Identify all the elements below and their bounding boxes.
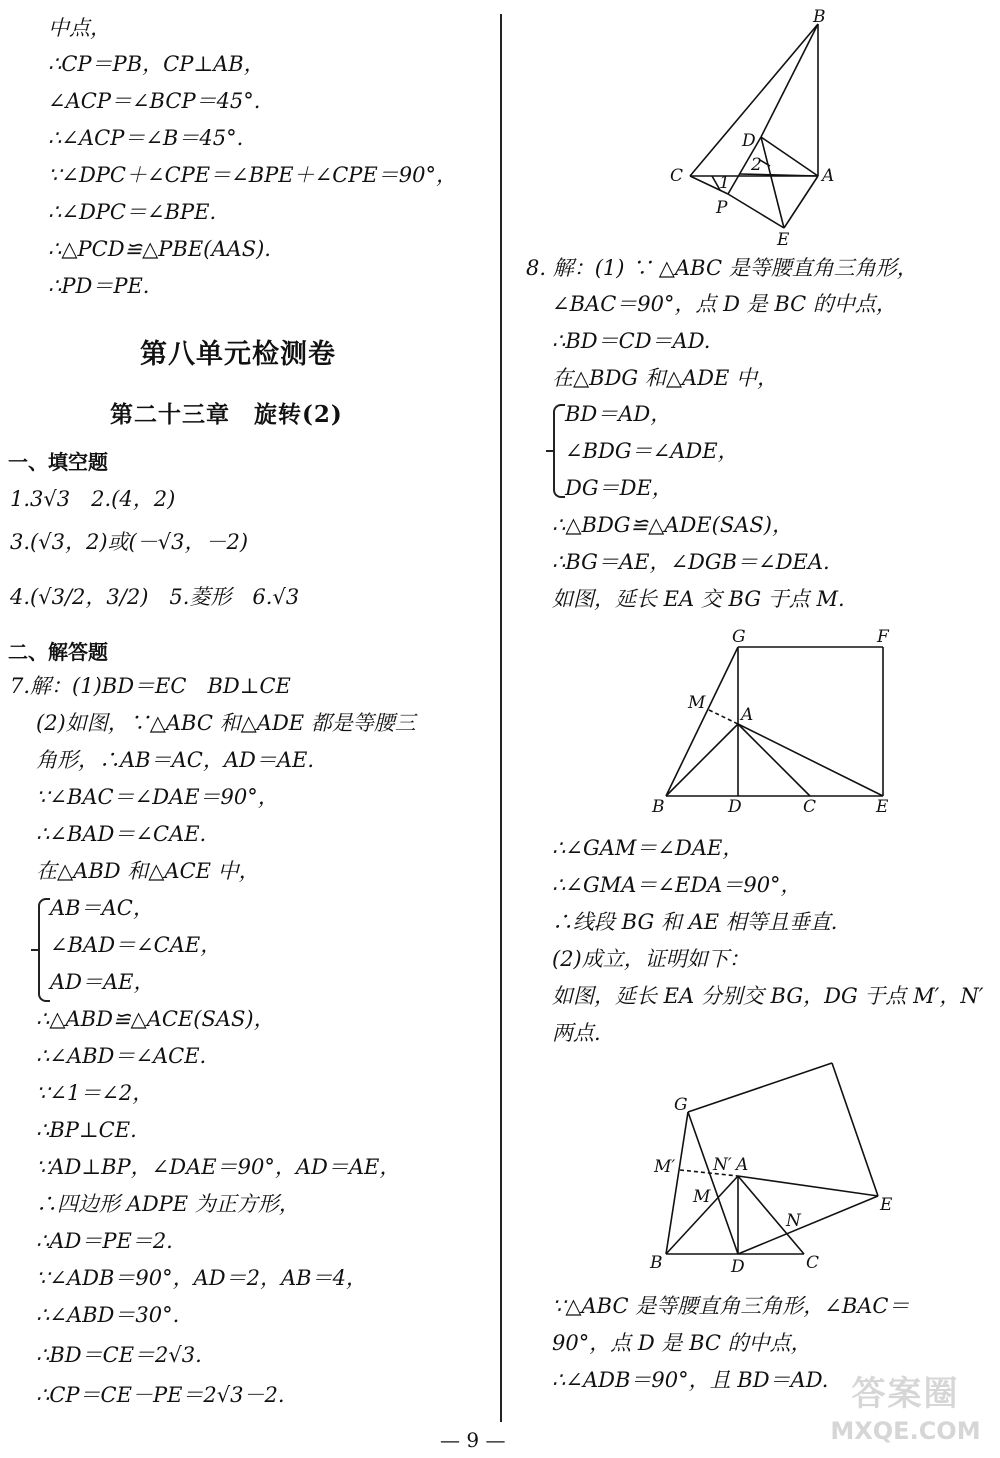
text-line: ∴AD＝PE＝2. (36, 1229, 173, 1253)
text-line: 角形，∴AB＝AC，AD＝AE. (36, 748, 315, 772)
text-line: ∴CP＝PB，CP⊥AB， (48, 52, 265, 76)
fig2-label-b: B (652, 797, 665, 817)
fig3-label-n: N (786, 1211, 801, 1231)
fig1-label-b: B (813, 7, 826, 27)
watermark-logo (818, 1372, 993, 1454)
text-line: ∴BD＝CE＝2√3. (36, 1343, 202, 1367)
text-line: 7.解：(1)BD＝EC BD⊥CE (10, 674, 291, 698)
text-line: ∴△PCD≌△PBE(AAS). (48, 237, 271, 261)
text-line: ∴∠DPC＝∠BPE. (48, 200, 217, 224)
fig2-label-g: G (732, 627, 746, 647)
text-line: ∴PD＝PE. (48, 274, 150, 298)
text-line: ∴四边形 ADPE 为正方形， (36, 1192, 300, 1216)
fig3-label-m: M (693, 1187, 711, 1207)
fill-answer: 1.3√3 2.(4，2) (10, 487, 176, 511)
fig3-label-d: D (731, 1257, 745, 1277)
fig1-label-e: E (777, 230, 790, 250)
figure-2-diagram (640, 620, 910, 820)
text-line: 8. 解：(1) ∵ △ABC 是等腰直角三角形， (526, 256, 918, 280)
text-line: ∴∠ABD＝∠ACE. (36, 1044, 207, 1068)
section-title-solve: 二、解答题 (8, 640, 108, 664)
fig2-label-a: A (741, 705, 754, 725)
section-title-fill: 一、填空题 (8, 450, 108, 474)
text-line: ∴BP⊥CE. (36, 1118, 137, 1142)
fill-answer: 3.(√3，2)或(－√3，－2) (10, 530, 249, 554)
text-line: ∵∠BAC＝∠DAE＝90°， (36, 785, 279, 809)
text-line: ∴∠GAM＝∠DAE， (552, 836, 744, 860)
fig3-label-g: G (674, 1095, 688, 1115)
system-line: DG＝DE， (565, 476, 673, 500)
fig3-label-n-prime: N′ (713, 1155, 732, 1175)
fig3-label-b: B (650, 1253, 663, 1273)
text-line: ∵∠1＝∠2， (36, 1081, 154, 1105)
text-line: ∴∠ABD＝30°. (36, 1303, 180, 1327)
text-line: ∵AD⊥BP，∠DAE＝90°，AD＝AE， (36, 1155, 401, 1179)
figure-1-diagram (660, 7, 840, 250)
text-line: 90°，点 D 是 BC 的中点， (552, 1331, 812, 1355)
text-line: ∴∠GMA＝∠EDA＝90°， (552, 873, 802, 897)
system-brace (553, 404, 565, 498)
text-line: 中点， (48, 16, 111, 40)
text-line: 如图，延长 EA 分别交 BG，DG 于点 M′，N′ (552, 984, 984, 1008)
text-line: ∴△BDG≌△ADE(SAS)， (552, 513, 793, 537)
fig3-label-m-prime: M′ (654, 1157, 676, 1177)
text-line: ∴BD＝CD＝AD. (552, 329, 711, 353)
text-line: (2)成立，证明如下： (552, 947, 750, 971)
text-line: ∵∠ADB＝90°，AD＝2，AB＝4， (36, 1266, 367, 1290)
fig1-label-angle-1: 1 (719, 173, 730, 193)
text-line: ∴线段 BG 和 AE 相等且垂直. (552, 910, 838, 934)
unit-title: 第八单元检测卷 (140, 339, 336, 370)
text-line: ∴△ABD≌△ACE(SAS)， (36, 1007, 275, 1031)
figure-3-diagram (645, 1055, 905, 1275)
text-line: ∴∠BAD＝∠CAE. (36, 822, 207, 846)
page-number: — 9 — (440, 1428, 506, 1452)
text-line: (2)如图，∵△ABC 和△ADE 都是等腰三 (36, 711, 416, 735)
text-line: ∴BG＝AE，∠DGB＝∠DEA. (552, 550, 830, 574)
fig2-label-m: M (688, 693, 706, 713)
system-brace (38, 898, 50, 1002)
fig3-label-c: C (806, 1253, 820, 1273)
system-line: ∠BDG＝∠ADE， (565, 439, 739, 463)
system-line: ∠BAD＝∠CAE， (50, 933, 222, 957)
fig2-label-d: D (728, 797, 742, 817)
watermark-text: 答案圈 (851, 1374, 960, 1414)
fig3-label-a: A (736, 1155, 749, 1175)
fig2-label-e: E (876, 797, 889, 817)
watermark-url: MXQE.COM (830, 1417, 981, 1445)
fig2-label-f: F (877, 627, 889, 647)
fill-answer: 4.(√3/2，3/2) 5.菱形 6.√3 (10, 585, 300, 609)
text-line: ∵∠DPC＋∠CPE＝∠BPE＋∠CPE＝90°， (48, 163, 457, 187)
text-line: 在△ABD 和△ACE 中， (36, 859, 260, 883)
fig1-label-c: C (670, 166, 684, 186)
fig3-label-e: E (880, 1195, 893, 1215)
text-line: ∴CP＝CE－PE＝2√3－2. (36, 1383, 285, 1407)
fig1-label-a: A (822, 166, 835, 186)
column-divider (500, 14, 502, 1422)
system-line: AB＝AC， (50, 896, 154, 920)
text-line: ∵△ABC 是等腰直角三角形，∠BAC＝ (552, 1294, 910, 1318)
fig1-label-p: P (716, 198, 728, 218)
system-line: BD＝AD， (565, 402, 672, 426)
chapter-title: 第二十三章 旋转(2) (110, 401, 343, 428)
text-line: ∴∠ADB＝90°，且 BD＝AD. (552, 1368, 829, 1392)
text-line: 如图，延长 EA 交 BG 于点 M. (552, 587, 845, 611)
text-line: 在△BDG 和△ADE 中， (552, 366, 779, 390)
text-line: ∴∠ACP＝∠B＝45°. (48, 126, 244, 150)
fig1-label-angle-2: 2 (751, 155, 762, 175)
fig2-label-c: C (803, 797, 817, 817)
system-line: AD＝AE， (50, 970, 155, 994)
text-line: ∠BAC＝90°，点 D 是 BC 的中点， (552, 292, 897, 316)
fig1-label-d: D (742, 131, 756, 151)
text-line: 两点. (552, 1021, 601, 1045)
text-line: ∠ACP＝∠BCP＝45°. (48, 89, 261, 113)
